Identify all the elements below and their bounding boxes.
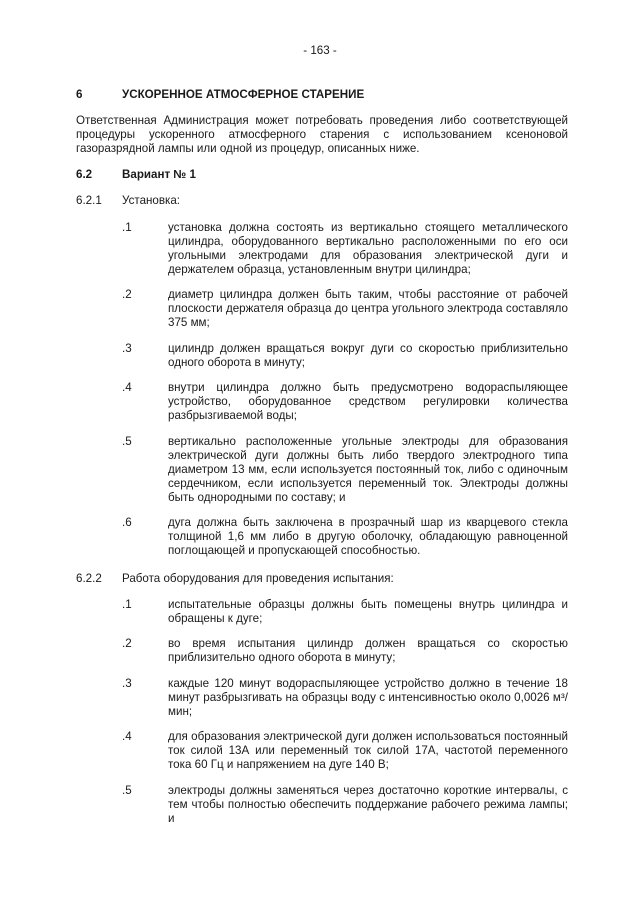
clause-number: 6.2.2	[76, 572, 102, 585]
item-text: каждые 120 минут водораспыляющее устройство должно в течение 18 минут разбрызгивать на образцы воду с интенсивностью около 0,0026 м³/мин;	[168, 677, 568, 718]
item-number: .5	[122, 784, 132, 797]
item-number: .5	[122, 435, 132, 448]
item-number: .6	[122, 516, 132, 529]
clause-number: 6.2.1	[76, 194, 102, 207]
item-text: электроды должны заменяться через достаточно короткие интервалы, с тем чтобы полностью обеспечить поддержание рабочего режима лампы; и	[168, 784, 568, 825]
item-number: .2	[122, 288, 132, 301]
page-number: - 163 -	[303, 44, 337, 57]
clause-heading	[76, 194, 180, 208]
clause-title: Работа оборудования для проведения испытания:	[122, 572, 394, 585]
subsection-heading	[76, 168, 196, 182]
item-text: цилиндр должен вращаться вокруг дуги со скоростью приблизительно одного оборота в минуту;	[168, 342, 568, 369]
item-text: внутри цилиндра должно быть предусмотрено водораспыляющее устройство, оборудованное средством регулировки количества разбрызгиваемой воды;	[168, 381, 568, 422]
item-text: дуга должна быть заключена в прозрачный шар из кварцевого стекла толщиной 1,6 мм либо в другую оболочку, обладающую равноценной поглощающей и пропускающей способностью.	[168, 516, 568, 557]
section-title: УСКОРЕННОЕ АТМОСФЕРНОЕ СТАРЕНИЕ	[122, 88, 365, 101]
item-number: .1	[122, 598, 132, 611]
item-number: .4	[122, 381, 132, 394]
clause-title: Установка:	[122, 194, 181, 207]
item-text: диаметр цилиндра должен быть таким, чтобы расстояние от рабочей плоскости держателя образца до центра угольного электрода составляло 375 мм;	[168, 288, 568, 329]
item-number: .3	[122, 677, 132, 690]
item-number: .3	[122, 342, 132, 355]
section-number: 6	[76, 88, 83, 101]
subsection-title: Вариант № 1	[122, 168, 196, 181]
intro-paragraph: Ответственная Администрация может потребовать проведения либо соответствующей процедуры ускоренного атмосферного старения с использованием ксеноновой газоразрядной лампы или одной из процедур, описанных ниже.	[76, 114, 568, 155]
item-text: вертикально расположенные угольные электроды для образования электрической дуги должны быть либо твердого электродного типа диаметром 13 мм, если используется постоянный ток, либо с одиночным сердечником, если используется переменный ток. Электроды должны быть однородными по составу; и	[168, 435, 568, 504]
item-text: установка должна состоять из вертикально стоящего металлического цилиндра, оборудованного вертикально расположенными по его оси угольными электродами для образования электрической дуги и держателем образца, установленным внутри цилиндра;	[168, 221, 568, 276]
item-number: .2	[122, 637, 132, 650]
item-number: .4	[122, 730, 132, 743]
subsection-number: 6.2	[76, 168, 93, 181]
item-text: для образования электрической дуги должен использоваться постоянный ток силой 13А или переменный ток силой 17А, частотой переменного тока 60 Гц и напряжением на дуге 140 В;	[168, 730, 568, 771]
item-text: во время испытания цилиндр должен вращаться со скоростью приблизительно одного оборота в минуту;	[168, 637, 568, 664]
item-number: .1	[122, 221, 132, 234]
item-text: испытательные образцы должны быть помещены внутрь цилиндра и обращены к дуге;	[168, 598, 568, 625]
section-heading	[76, 88, 364, 102]
clause-heading	[76, 572, 394, 586]
